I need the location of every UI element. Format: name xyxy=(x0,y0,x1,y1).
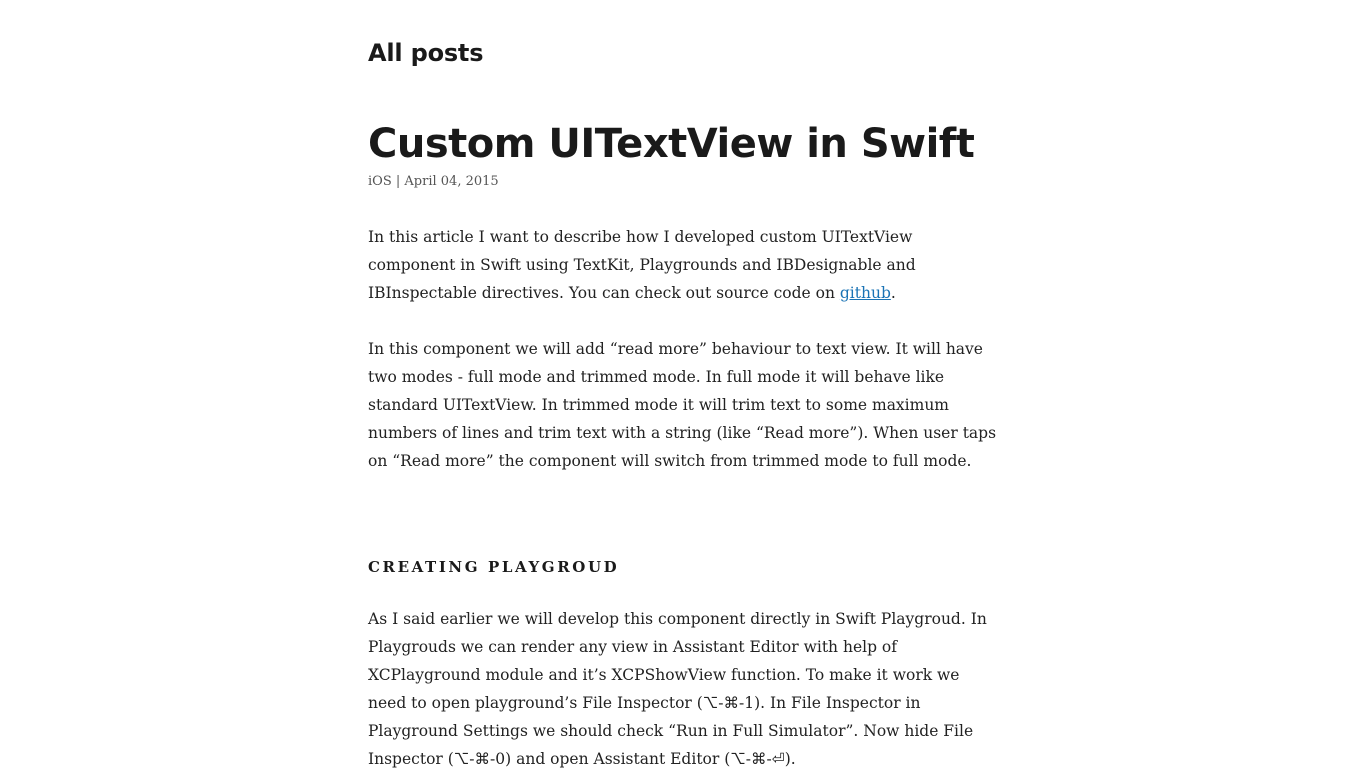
intro-text-end: . xyxy=(890,284,896,302)
playground-paragraph: As I said earlier we will develop this component directly in Swift Playgroud. In Playgrouds we can render any view in Assistant Editor with help of XCPlayground module and it’s XCPShowView function. To make it work we need to open playground’s File Inspector (⌥-⌘-1). In File Inspector in Playground Settings we should check “Run in Full Simulator”. Now hide File Inspector (⌥-⌘-0) and open Assistant Editor (⌥-⌘-⏎). xyxy=(368,610,987,768)
post-meta xyxy=(368,172,499,192)
meta-separator: | xyxy=(395,174,401,189)
post-title: Custom UITextView in Swift xyxy=(368,121,975,167)
intro-text: In this article I want to describe how I developed custom UITextView component in Swift using TextKit, Playgrounds and IBDesignable and IBInspectable directives. You can check out source code on xyxy=(368,228,916,302)
post-category-link[interactable]: iOS xyxy=(368,174,392,189)
section-heading-creating-playground: CREATING PLAYGROUD xyxy=(368,558,620,576)
all-posts-link[interactable]: All posts xyxy=(368,39,484,67)
github-link[interactable]: github xyxy=(839,284,891,302)
read-more-description-paragraph: In this component we will add “read more” behaviour to text view. It will have two modes - full mode and trimmed mode. In full mode it will behave like standard UITextView. In trimmed mode it will trim text to some maximum numbers of lines and trim text with a string (like “Read more”). When user taps on “Read more” the component will switch from trimmed mode to full mode. xyxy=(368,340,997,470)
intro-paragraph xyxy=(368,223,998,307)
post-date: April 04, 2015 xyxy=(404,174,499,189)
